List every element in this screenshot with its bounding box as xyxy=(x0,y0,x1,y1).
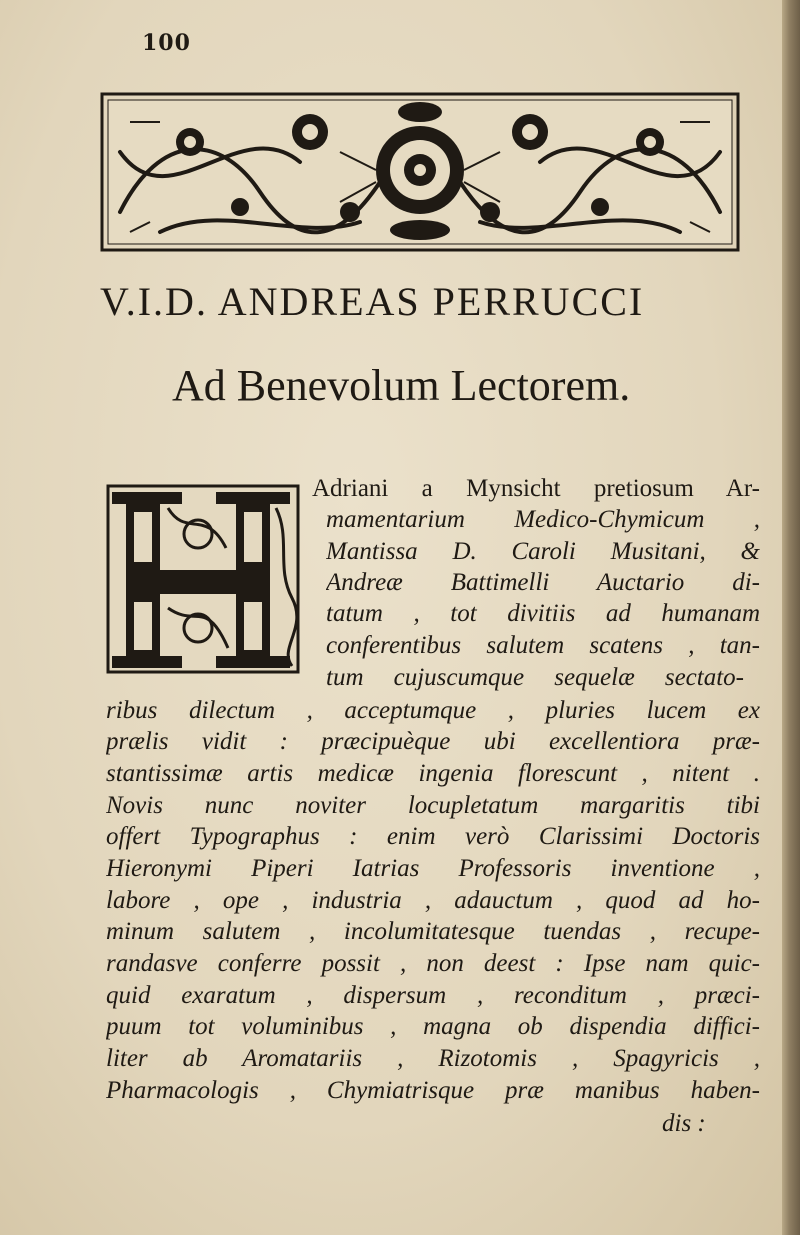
body-line-9: prælis vidit : præcipuèque ubi excellentiora præ- xyxy=(106,728,760,755)
body-line-11: Novis nunc noviter locupletatum margaritis tibi xyxy=(106,792,760,819)
body-line-14: labore , ope , industria , adauctum , quod ad ho- xyxy=(106,887,760,914)
body-line-8: ribus dilectum , acceptumque , pluries lucem ex xyxy=(106,697,760,724)
decorated-initial-h xyxy=(106,478,302,676)
body-line-3: Mantissa D. Caroli Musitani, & xyxy=(326,538,760,565)
body-line-2: mamentarium Medico-Chymicum , xyxy=(326,506,760,533)
body-line-18: puum tot voluminibus , magna ob dispendia diffici- xyxy=(106,1013,760,1040)
body-line-5: tatum , tot divitiis ad humanam xyxy=(326,600,760,627)
body-line-19: liter ab Aromatariis , Rizotomis , Spagyricis , xyxy=(106,1045,760,1072)
body-line-17: quid exaratum , dispersum , reconditum , præci- xyxy=(106,982,760,1009)
body-line-15: minum salutem , incolumitatesque tuendas , recupe- xyxy=(106,918,760,945)
catchword: dis : xyxy=(662,1110,706,1137)
body-line-13: Hieronymi Piperi Iatrias Professoris inventione , xyxy=(106,855,760,882)
body-line-1: Adriani a Mynsicht pretiosum Ar- xyxy=(312,475,760,502)
page-edge-shadow xyxy=(782,0,800,1235)
author-heading: V.I.D. ANDREAS PERRUCCI xyxy=(100,279,645,324)
address-heading: Ad Benevolum Lectorem. xyxy=(172,361,631,410)
body-line-12: offert Typographus : enim verò Clarissimi Doctoris xyxy=(106,823,760,850)
body-line-16: randasve conferre possit , non deest : Ipse nam quic- xyxy=(106,950,760,977)
page-number: 100 xyxy=(142,30,191,56)
body-line-10: stantissimæ artis medicæ ingenia florescunt , nitent . xyxy=(106,760,760,787)
body-line-4: Andreæ Battimelli Auctario di- xyxy=(326,569,760,596)
body-line-7: tum cujuscumque sequelæ sectato- xyxy=(326,664,744,691)
body-line-20: Pharmacologis , Chymiatrisque præ manibus haben- xyxy=(106,1077,760,1104)
body-line-6: conferentibus salutem scatens , tan- xyxy=(326,632,760,659)
floral-headpiece-ornament xyxy=(100,92,740,252)
